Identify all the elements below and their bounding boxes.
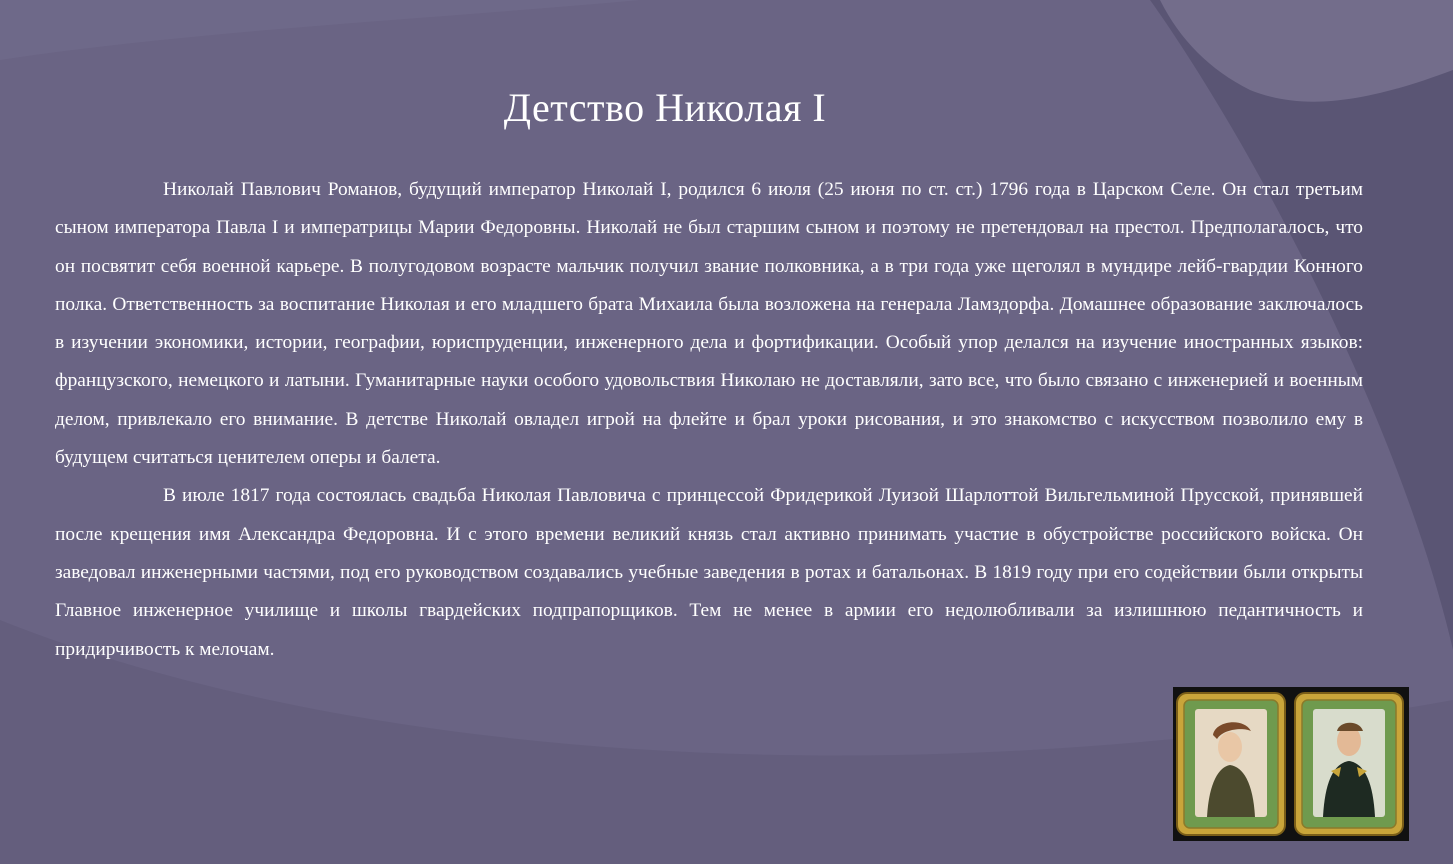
paragraph-marriage: В июле 1817 года состоялась свадьба Николая Павловича с принцессой Фридерикой Луизой Шарлоттой Вильгельминой Прусской, принявшей после крещения имя Александра Федоровна. И с этого времени великий князь стал активно принимать участие в обустройстве российского войска. Он заведовал инженерными частями, под его руководством создавались учебные заведения в ротах и батальонах. В 1819 году при его содействии были открыты Главное инженерное училище и школы гвардейских подпрапорщиков. Тем не менее в армии его недолюбливали за излишнюю педантичность и придирчивость к мелочам. [55, 485, 1363, 660]
paragraph-childhood: Николай Павлович Романов, будущий император Николай I, родился 6 июля (25 июня по ст. ст.) 1796 года в Царском Селе. Он стал третьим сыном императора Павла I и императрицы Марии Федоровны. Николай не был старшим сыном и поэтому не претендовал на престол. Предполагалось, что он посвятит себя военной карьере. В полугодовом возрасте мальчик получил звание полковника, а в три года уже щеголял в мундире лейб-гвардии Конного полка. Ответственность за воспитание Николая и его младшего брата Михаила была возложена на генерала Ламздорфа. Домашнее образование заключалось в изучении экономики, истории, географии, юриспруденции, инженерного дела и фортификации. Особый упор делался на изучение иностранных языков: французского, немецкого и латыни. Гуманитарные науки особого удовольствия Николаю не доставляли, зато все, что было связано с инженерией и военным делом, привлекало его внимание. В детстве Николай овладел игрой на флейте и брал уроки рисования, и это знакомство с искусством позволило ему в будущем считаться ценителем оперы и балета. [55, 179, 1363, 469]
page-title: Детство Николая I [503, 85, 827, 130]
framed-portraits-image [1173, 687, 1409, 841]
body-text [55, 171, 1363, 669]
